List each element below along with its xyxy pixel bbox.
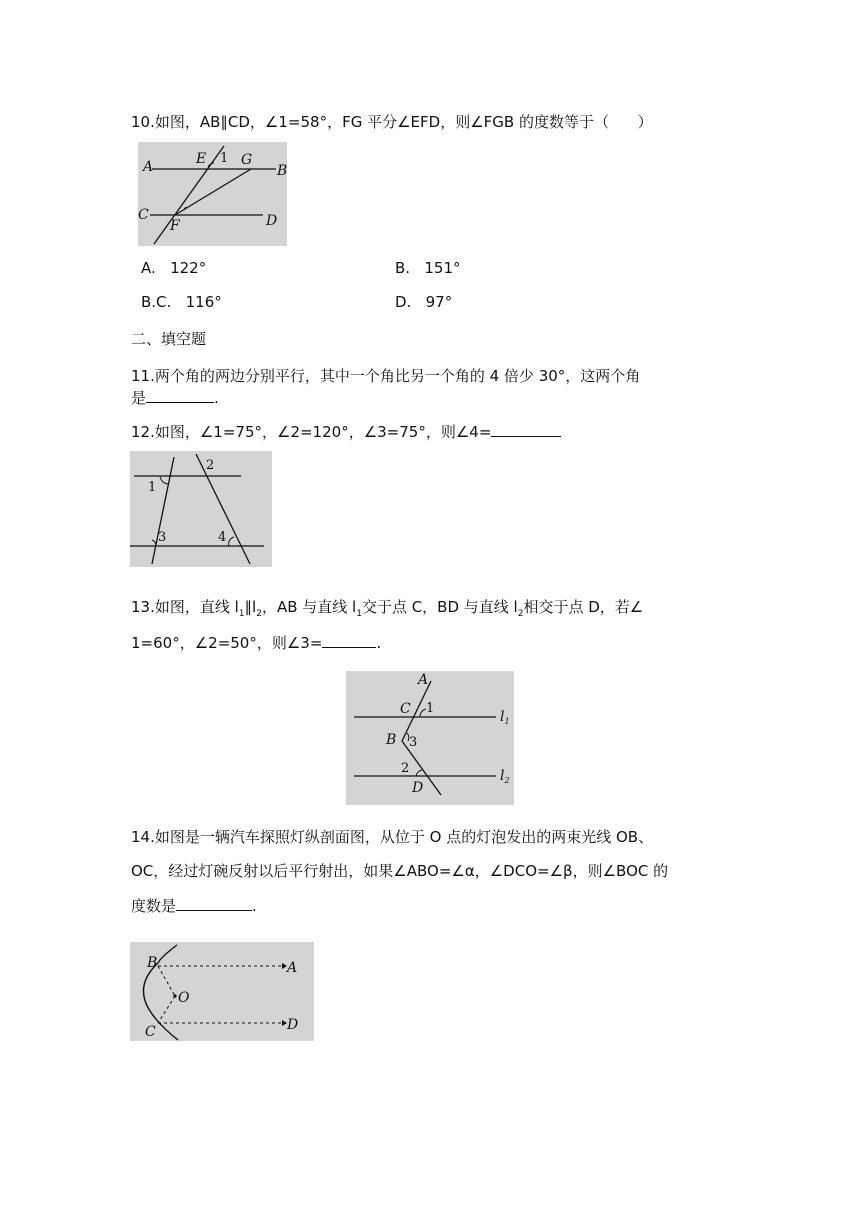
q11-answer-blank [146,387,214,403]
q13-label-c: C [400,701,411,717]
q13-label-3: 3 [409,735,418,750]
q10-label-e: E [196,151,207,167]
q14-answer-blank [176,895,252,911]
q13-label-b: B [386,732,397,748]
q14-line2: OC，经过灯碗反射以后平行射出，如果∠ABO=∠α，∠DCO=∠β，则∠BOC 的 [131,862,669,880]
q10-option-d: D. 97° [395,293,453,311]
q13-label-a: A [418,672,429,688]
q11-line1: 11.两个角的两边分别平行，其中一个角比另一个角的 4 倍少 30°，这两个角 [131,367,641,385]
q10-label-c: C [138,207,149,223]
q10-label-b: B [277,163,287,179]
q14-label-a: A [287,960,298,976]
q13-label-d: D [412,780,424,796]
q12-figure [130,451,272,567]
q12-answer-blank [491,421,561,437]
q10-option-c: B.C. 116° [141,293,222,311]
q14-label-d: D [287,1017,299,1033]
q10-label-a: A [143,159,154,175]
q13-line1: 13.如图，直线 $l_1\parallel l_2$，AB 与直线 $l_1$交于点 C，BD 与直线 $l_2$相交于点 D，若∠ [131,598,644,619]
q14-label-c: C [145,1024,156,1040]
q10-option-b: B. 151° [395,259,461,277]
q12-label-4: 4 [218,530,227,545]
q13-label-1: 1 [426,701,435,716]
q14-line1: 14.如图是一辆汽车探照灯纵剖面图，从位于 O 点的灯泡发出的两束光线 OB、 [131,828,654,846]
q12-label-2: 2 [206,458,215,473]
q14-label-o: O [178,990,190,1006]
q14-figure [130,942,314,1041]
q12-label-3: 3 [158,530,167,545]
q13-label-2: 2 [401,761,410,776]
q13-figure [346,671,514,805]
q12-stem: 12.如图，∠1=75°，∠2=120°，∠3=75°，则∠4= [131,421,561,442]
q13-answer-blank [322,632,376,648]
q11-line2: 是 . [131,389,219,407]
q10-option-a: A. 122° [141,259,207,277]
q13-line2: 1=60°，∠2=50°，则∠3= . [131,634,382,652]
q10-stem: 10.如图，AB∥CD，∠1=58°，FG 平分∠EFD，则∠FGB 的度数等于（ ） [131,113,653,131]
q13-label-l2: $l_2$ [500,768,510,785]
q14-line3: 度数是 . [131,897,257,915]
q14-label-b: B [147,955,158,971]
q10-label-g: G [241,152,253,168]
q13-label-l1: $l_1$ [500,709,510,726]
section-title: 二、填空题 [131,330,207,348]
q10-label-f: F [170,218,180,234]
q10-label-1: 1 [220,151,229,166]
q12-label-1: 1 [148,480,157,495]
q10-label-d: D [266,213,278,229]
q10-figure [138,142,287,246]
